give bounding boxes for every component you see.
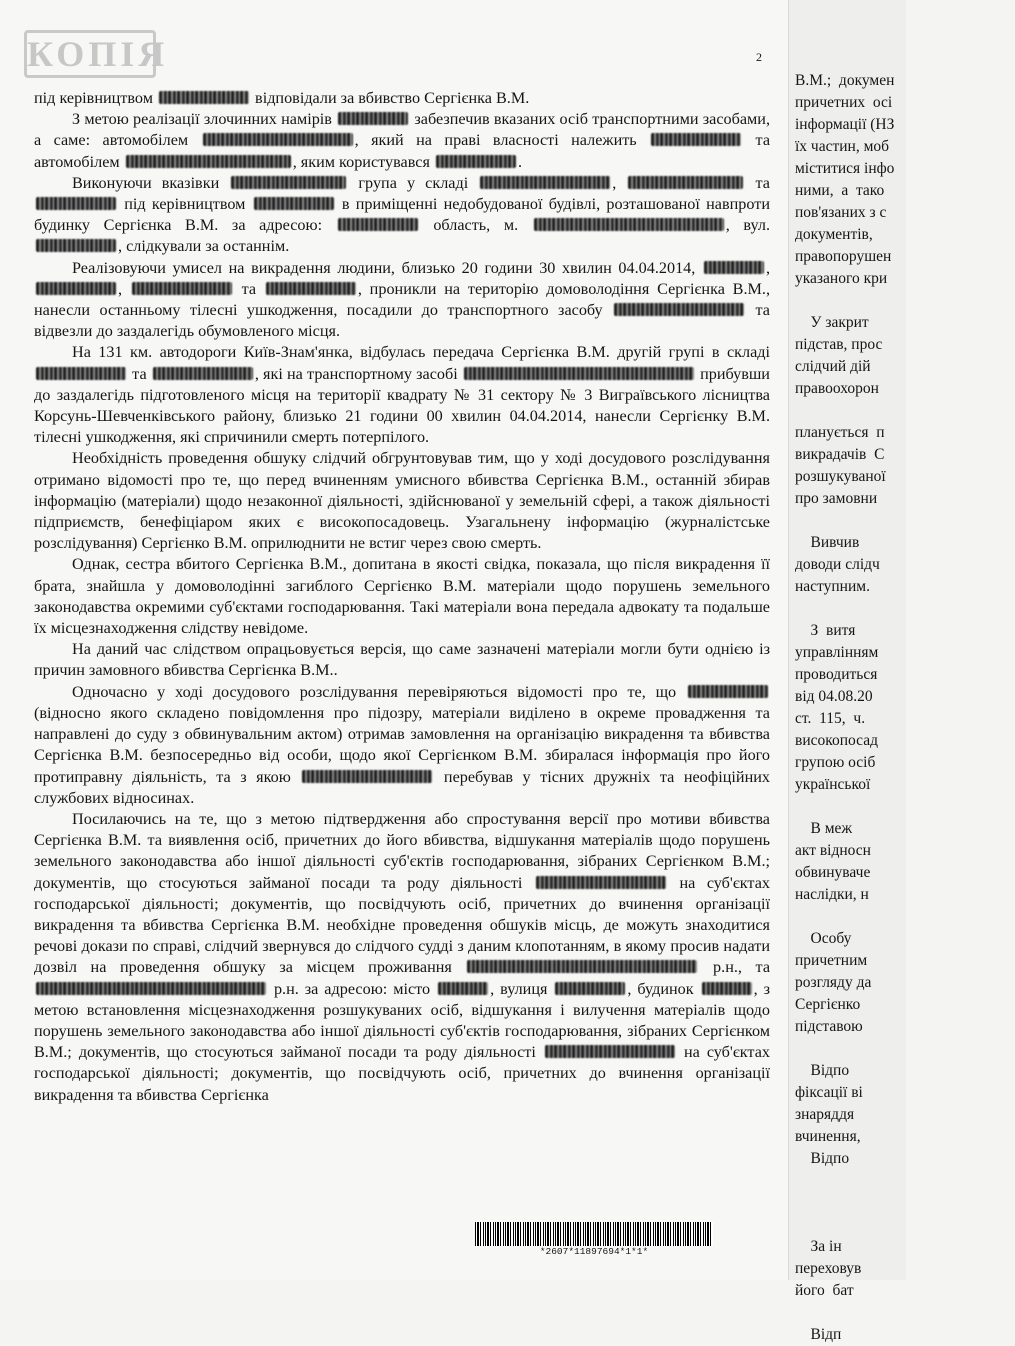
- adjacent-page-line: підстав, прос: [795, 336, 883, 353]
- redacted-name: [628, 176, 743, 189]
- adjacent-page-line: розшукуваної: [795, 468, 886, 485]
- adjacent-page-line: [795, 1214, 1015, 1236]
- redacted-name: [36, 239, 116, 252]
- redacted-name: [254, 197, 334, 210]
- adjacent-page-line: Вивчив: [795, 534, 860, 551]
- paragraph-text: Однак, сестра вбитого Сергієнка В.М., допитана в якості свідка, показала, що після викрадення її брата, знайшла у домоволодінні загиблого Сергієнко В.М. матеріали щодо порушень земельного законодавства окремими суб'єктами господарювання. Такі матеріали вона передала адвокату та подальше їх місцезнаходження слідству невідоме.: [34, 555, 770, 638]
- adjacent-page-line: В меж: [795, 820, 853, 837]
- redacted-name: [702, 982, 752, 995]
- paragraph-text: З метою реалізації злочинних намірів: [72, 110, 337, 129]
- adjacent-page-line: В.М.; докумен: [795, 72, 895, 89]
- paragraph-text: Необхідність проведення обшуку слідчий обгрунтовував тим, що у ході досудового розслідування отримано відомості про те, що перед вчиненням умисного вбивства Сергієнка В.М., останній збирав інформацію (матеріали) щодо незаконної діяльності, здійснюваної у земельній сфері, а також діяльності підприємств, бенефіціаром яких є високопосадовець. Узагальнену інформацію (журналістське розслідування) Сергієнко В.М. оприлюднити не встиг через свою смерть.: [34, 449, 770, 553]
- adjacent-page-line: переховув: [795, 1260, 862, 1277]
- barcode: [475, 1222, 713, 1258]
- adjacent-page-line: наслідки, н: [795, 886, 869, 903]
- paragraph-text: Одночасно у ході досудового розслідування перевіряються відомості про те, що: [72, 682, 686, 701]
- redacted-name: [36, 367, 126, 380]
- paragraph-text: , який на праві власності належить: [354, 131, 650, 150]
- paragraph-text: .: [517, 152, 522, 171]
- paragraph-text: Виконуючи вказівки: [72, 173, 230, 192]
- redacted-name: [126, 155, 291, 168]
- adjacent-page-line: [795, 598, 1015, 620]
- redacted-name: [153, 367, 253, 380]
- adjacent-page-line: указаного кри: [795, 270, 888, 287]
- paragraph-text: область, м.: [419, 216, 532, 235]
- paragraph-text: та: [233, 279, 264, 298]
- paragraph-text: під керівництвом: [34, 89, 157, 107]
- redacted-name: [36, 282, 116, 295]
- adjacent-page-line: причетних осі: [795, 94, 893, 111]
- adjacent-page-line: їх частин, моб: [795, 138, 890, 155]
- document-body: [34, 88, 770, 1106]
- adjacent-page-line: наступним.: [795, 578, 870, 595]
- paragraph-text: Реалізовуючи умисел на викрадення людини, близько 20 години 30 хвилин 04.04.2014,: [72, 258, 702, 277]
- document-paragraph: [34, 682, 770, 809]
- redacted-name: [338, 112, 408, 125]
- adjacent-page-line: Відп: [795, 1326, 842, 1343]
- paragraph-text: в приміщенні недобудованої будівлі, розташованої навпроти будинку Сергієнка В.М. за адресою:: [34, 195, 770, 235]
- redacted-name: [438, 982, 488, 995]
- adjacent-page-line: У закрит: [795, 314, 869, 331]
- document-paragraph: [34, 173, 770, 258]
- adjacent-page-line: планується п: [795, 424, 885, 441]
- paragraph-text: перебував у тісних дружніх та неофіційних службових відносинах.: [34, 767, 770, 807]
- paragraph-text: , будинок: [627, 979, 700, 998]
- paragraph-text: та автомобілем: [34, 131, 771, 171]
- redacted-name: [534, 218, 724, 231]
- redacted-name: [231, 176, 346, 189]
- adjacent-page-line: його бат: [795, 1282, 854, 1299]
- adjacent-page-line: [795, 510, 1015, 532]
- adjacent-page-line: З витя: [795, 622, 856, 639]
- document-paragraph: [34, 554, 770, 639]
- paragraph-text: ,: [118, 279, 130, 298]
- adjacent-page-line: доводи слідч: [795, 556, 880, 573]
- paragraph-text: р.н. за адресою: місто: [268, 979, 437, 998]
- copy-stamp: КОПІЯ: [24, 30, 156, 78]
- redacted-name: [266, 282, 356, 295]
- barcode-bars: [475, 1222, 713, 1246]
- adjacent-page-line: знаряддя: [795, 1106, 855, 1123]
- document-paragraph: [34, 109, 770, 173]
- adjacent-page-line: пов'язаних з с: [795, 204, 887, 221]
- paragraph-text: На 131 км. автодороги Київ-Знам'янка, відбулась передача Сергієнка В.М. другій групі в складі: [72, 343, 770, 362]
- document-paragraph: [34, 809, 770, 1106]
- adjacent-page-text: [795, 70, 1015, 1346]
- paragraph-text: На даний час слідством опрацьовується версія, що саме зазначені матеріали могли бути однією із причин замовного вбивства Сергієнка В.М..: [34, 640, 770, 680]
- redacted-name: [132, 282, 232, 295]
- paragraph-text: (відносно якого складено повідомлення про підозру, матеріали виділено в окреме провадження та направлені до суду з обвинувальним актом) отримав замовлення на організацію викрадення та вбивства Сергієнка В.М. безпосередньо від особи, щодо якої Сергієнком В.М. збиралася інформація про його протиправну діяльність, та з якою: [34, 703, 770, 786]
- paragraph-text: , які на транспортному засобі: [254, 364, 462, 383]
- paragraph-text: та відвезли до заздалегідь обумовленого місця.: [34, 301, 770, 341]
- paragraph-text: ,: [612, 173, 627, 192]
- adjacent-page-line: слідчий дій: [795, 358, 871, 375]
- adjacent-page-line: викрадачів С: [795, 446, 885, 463]
- adjacent-page-line: акт відносн: [795, 842, 871, 859]
- adjacent-page-line: [795, 1038, 1015, 1060]
- paragraph-text: забезпечив вказаних осіб транспортними засобами, а саме: автомобілем: [34, 110, 770, 150]
- paragraph-text: р.н., та: [699, 958, 771, 977]
- paragraph-text: ,: [765, 258, 770, 277]
- redacted-name: [704, 261, 764, 274]
- paragraph-text: під керівництвом: [118, 195, 252, 214]
- redacted-name: [555, 982, 625, 995]
- adjacent-page-line: від 04.08.20: [795, 688, 873, 705]
- adjacent-page-line: Сергієнко: [795, 996, 861, 1013]
- redacted-name: [545, 1045, 675, 1058]
- adjacent-page-line: [795, 1302, 1015, 1324]
- document-paragraph: [34, 448, 770, 554]
- adjacent-page-line: Відпо: [795, 1062, 850, 1079]
- adjacent-page-line: ними, а тако: [795, 182, 885, 199]
- adjacent-page-line: [795, 290, 1015, 312]
- redacted-name: [651, 133, 741, 146]
- paragraph-text: відповідали за вбивство Сергієнка В.М.: [251, 89, 530, 107]
- paragraph-text: , проникли на територію домоволодіння Сергієнка В.М., нанесли останньому тілесні ушкодження, посадили до транспортного засобу: [34, 279, 771, 320]
- redacted-name: [36, 982, 266, 995]
- redacted-name: [688, 685, 768, 698]
- adjacent-page-line: розгляду да: [795, 974, 872, 991]
- adjacent-page-line: підставою: [795, 1018, 863, 1035]
- barcode-number: *2607*11897694*1*1*: [539, 1246, 649, 1257]
- adjacent-page-line: правоохорон: [795, 380, 879, 397]
- paragraph-text: та: [745, 173, 770, 192]
- adjacent-page-line: високопосад: [795, 732, 879, 749]
- redacted-name: [436, 155, 516, 168]
- adjacent-page-line: проводиться: [795, 666, 878, 683]
- adjacent-page-line: Відпо: [795, 1150, 850, 1167]
- redacted-name: [302, 770, 432, 783]
- adjacent-page-line: ст. 115, ч.: [795, 710, 866, 727]
- adjacent-page-line: [795, 1192, 1015, 1214]
- document-paragraph: [34, 342, 770, 448]
- adjacent-page-line: документів,: [795, 226, 873, 243]
- adjacent-page-line: причетним: [795, 952, 868, 969]
- redacted-name: [467, 960, 697, 973]
- paragraph-text: та: [128, 364, 151, 383]
- page-number: 2: [756, 50, 762, 64]
- adjacent-page-line: обвинуваче: [795, 864, 871, 881]
- adjacent-page-line: інформації (НЗ: [795, 116, 895, 133]
- adjacent-page-line: [795, 906, 1015, 928]
- adjacent-page-line: про замовни: [795, 490, 878, 507]
- adjacent-page-line: фіксації ві: [795, 1084, 863, 1101]
- adjacent-page-line: [795, 1170, 1015, 1192]
- redacted-name: [614, 303, 744, 316]
- adjacent-page: [788, 0, 906, 1343]
- paragraph-text: на суб'єктах господарської діяльності; документів, що посвідчують осіб, причетних до вчинення організації викрадення та вбивства Сергієнка: [34, 1043, 770, 1104]
- adjacent-page-line: [795, 400, 1015, 422]
- adjacent-page-line: вчинення,: [795, 1128, 861, 1145]
- adjacent-page-line: Особу: [795, 930, 852, 947]
- paragraph-text: , вул.: [725, 216, 770, 235]
- adjacent-page-line: управлінням: [795, 644, 879, 661]
- redacted-name: [159, 91, 249, 104]
- adjacent-page-line: міститися інфо: [795, 160, 895, 177]
- paragraph-text: , з метою встановлення місцезнаходження розшукуваних осіб, відшукання і вилучення матеріалів щодо порушень земельного законодавства або іншої діяльності суб'єктів господарювання, зібраних Сергієнком В.М.; документів, що стосуються займаної посади та роду діяльності: [34, 979, 770, 1062]
- paragraph-text: прибувши до заздалегідь підготовленого місця на території квадрату № 31 сектору № 3 Виграївського лісництва Корсунь-Шевченківського району, близько 21 години 00 хвилин 04.04.2014, нанесли Сергієнку В.М. тілесні ушкодження, які спричинили смерть потерпілого.: [34, 364, 770, 447]
- redacted-name: [536, 876, 666, 889]
- paragraph-text: , яким користувався: [292, 152, 434, 171]
- paragraph-text: , слідкували за останнім.: [118, 237, 290, 256]
- adjacent-page-line: правопорушен: [795, 248, 892, 265]
- paragraph-text: , вулиця: [490, 979, 554, 998]
- paragraph-text: група у складі: [348, 173, 479, 192]
- document-paragraph: [34, 258, 770, 343]
- adjacent-page-line: групою осіб: [795, 754, 876, 771]
- adjacent-page-line: [795, 796, 1015, 818]
- document-paragraph: [34, 88, 770, 109]
- document-paragraph: [34, 639, 770, 681]
- redacted-name: [338, 218, 418, 231]
- adjacent-page-line: За ін: [795, 1238, 842, 1255]
- redacted-name: [464, 367, 694, 380]
- redacted-name: [203, 133, 353, 146]
- adjacent-page-line: української: [795, 776, 871, 793]
- redacted-name: [36, 197, 116, 210]
- paragraph-text: Посилаючись на те, що з метою підтвердження або спростування версії про мотиви вбивства Сергієнка В.М. та виявлення осіб, причетних до його вбивства, відшукання матеріалів щодо порушень земельного законодавства або іншої діяльності суб'єктів господарювання, зібраних Сергієнком В.М.; документів, що стосуються займаної посади та роду діяльності: [34, 809, 770, 892]
- redacted-name: [480, 176, 610, 189]
- paragraph-text: на суб'єктах господарської діяльності; документів, що посвідчують осіб, причетних до вчинення організації викрадення та вбивства Сергієнка В.М. необхідне проведення обшуків місць, де можуть знаходитися речові докази по справі, слідчий звернувся до слідчого судді з даним клопотанням, в якому просив надати дозвіл на проведення обшуку за місцем проживання: [34, 873, 770, 977]
